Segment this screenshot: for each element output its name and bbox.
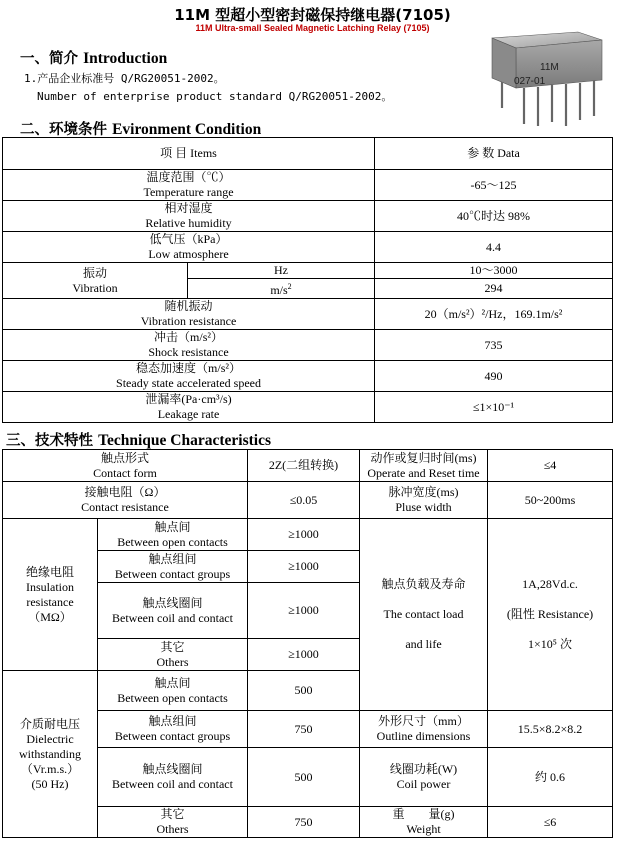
row-value: ≤1×10⁻¹: [375, 392, 613, 423]
section-cn: 二、环境条件: [20, 122, 107, 138]
label-cn: 冲击（m/s²）: [154, 330, 223, 344]
label-en: Steady state accelerated speed: [116, 376, 261, 390]
contact-resistance-label: 接触电阻（Ω） Contact resistance: [3, 482, 248, 519]
vibration-value-hz: 10～3000: [375, 263, 613, 279]
dimension-value: 15.5×8.2×8.2: [488, 711, 613, 748]
dielectric-value: 750: [248, 711, 360, 748]
pulse-width-value: 50~200ms: [488, 482, 613, 519]
label-cn: 泄漏率(Pa·cm³/s): [145, 392, 232, 406]
dielectric-value: 500: [248, 748, 360, 807]
label-cn: 振动: [82, 265, 107, 280]
row-value: 735: [375, 330, 613, 361]
section-technique-heading: [6, 429, 271, 450]
weight-label: 重 量(g) Weight: [360, 807, 488, 838]
page-subtitle: 11M Ultra-small Sealed Magnetic Latching Relay (7105): [195, 23, 430, 33]
row-value: 490: [375, 361, 613, 392]
standard-number-cn: 1.产品企业标准号 Q/RG20051-2002。: [24, 72, 225, 85]
dimension-label: 外形尺寸（mm） Outline dimensions: [360, 711, 488, 748]
label-cn: 稳态加速度（m/s²）: [136, 361, 241, 375]
label-en: Vibration resistance: [140, 314, 237, 328]
row-label: [3, 232, 375, 263]
row-value: 4.4: [375, 232, 613, 263]
insulation-value: ≥1000: [248, 551, 360, 583]
label-en: Temperature range: [143, 185, 234, 199]
section-introduction-heading: [20, 47, 167, 68]
dielectric-value: 500: [248, 671, 360, 711]
label-cn: 相对湿度: [164, 201, 213, 215]
row-label: [3, 201, 375, 232]
vibration-unit-hz: Hz: [188, 263, 375, 279]
header-items: 项 目 Items: [3, 138, 375, 170]
label-en: Vibration: [72, 280, 118, 295]
insulation-sub-label: 触点间 Between open contacts: [98, 519, 248, 551]
contact-load-label: 触点负载及寿命 The contact load and life: [360, 519, 488, 711]
contact-form-label: 触点形式 Contact form: [3, 450, 248, 482]
dielectric-sub-label: 触点间 Between open contacts: [98, 671, 248, 711]
vibration-value-ms2: 294: [375, 279, 613, 299]
row-label: [3, 330, 375, 361]
relay-marking-1: 11M: [540, 62, 559, 73]
insulation-sub-label: 触点组间 Between contact groups: [98, 551, 248, 583]
relay-photo-icon: [488, 30, 606, 130]
weight-value: ≤6: [488, 807, 613, 838]
label-cn: 温度范围（℃）: [146, 170, 231, 184]
coil-power-label: 线圈功耗(W) Coil power: [360, 748, 488, 807]
label-en: Leakage rate: [157, 407, 220, 421]
row-label: [3, 299, 375, 330]
technique-table: [2, 449, 613, 838]
dielectric-sub-label: 其它 Others: [98, 807, 248, 838]
vibration-unit-ms2: $m/s^2$: [188, 279, 375, 299]
operate-time-value: ≤4: [488, 450, 613, 482]
section-cn: 一、简介: [20, 51, 78, 67]
section-en: Introduction: [83, 50, 168, 67]
insulation-value: ≥1000: [248, 519, 360, 551]
page-title: 11M 型超小型密封磁保持继电器(7105): [174, 6, 451, 24]
environment-table: [2, 137, 613, 423]
dielectric-sub-label: 触点组间 Between contact groups: [98, 711, 248, 748]
contact-form-value: 2Z(二组转换): [248, 450, 360, 482]
pulse-width-label: 脉冲宽度(ms) Pluse width: [360, 482, 488, 519]
section-en: Technique Characteristics: [98, 432, 271, 449]
label-en: Shock resistance: [148, 345, 229, 359]
insulation-label: 绝缘电阻 Insulation resistance （MΩ）: [3, 519, 98, 671]
vibration-label: [3, 263, 188, 299]
dielectric-label: 介质耐电压 Dielectric withstanding （Vr.m.s.） (50 Hz): [3, 671, 98, 838]
row-label: [3, 361, 375, 392]
coil-power-value: 约 0.6: [488, 748, 613, 807]
dielectric-sub-label: 触点线圈间 Between coil and contact: [98, 748, 248, 807]
label-en: Low atmosphere: [148, 247, 229, 261]
header-data: 参 数 Data: [375, 138, 613, 170]
row-label: [3, 392, 375, 423]
label-cn: 随机振动: [164, 299, 213, 313]
dielectric-value: 750: [248, 807, 360, 838]
contact-load-value: 1A,28Vd.c. (阻性 Resistance) 1×10⁵ 次: [488, 519, 613, 711]
row-value: 20（m/s²）²/Hz，169.1m/s²: [375, 299, 613, 330]
row-label: [3, 170, 375, 201]
label-en: Relative humidity: [145, 216, 232, 230]
insulation-sub-label: 触点线圈间 Between coil and contact: [98, 583, 248, 639]
operate-time-label: 动作或复归时间(ms) Operate and Reset time: [360, 450, 488, 482]
section-environment-heading: [20, 118, 261, 139]
row-value: -65～125: [375, 170, 613, 201]
section-cn: 三、技术特性: [6, 433, 93, 449]
insulation-value: ≥1000: [248, 583, 360, 639]
row-value: 40℃时达 98%: [375, 201, 613, 232]
relay-marking-2: 027-01: [514, 76, 546, 87]
insulation-value: ≥1000: [248, 639, 360, 671]
section-en: Evironment Condition: [112, 121, 262, 138]
insulation-sub-label: 其它 Others: [98, 639, 248, 671]
label-cn: 低气压（kPa）: [149, 232, 228, 246]
contact-resistance-value: ≤0.05: [248, 482, 360, 519]
standard-number-en: Number of enterprise product standard Q/RG20051-2002。: [37, 90, 393, 103]
